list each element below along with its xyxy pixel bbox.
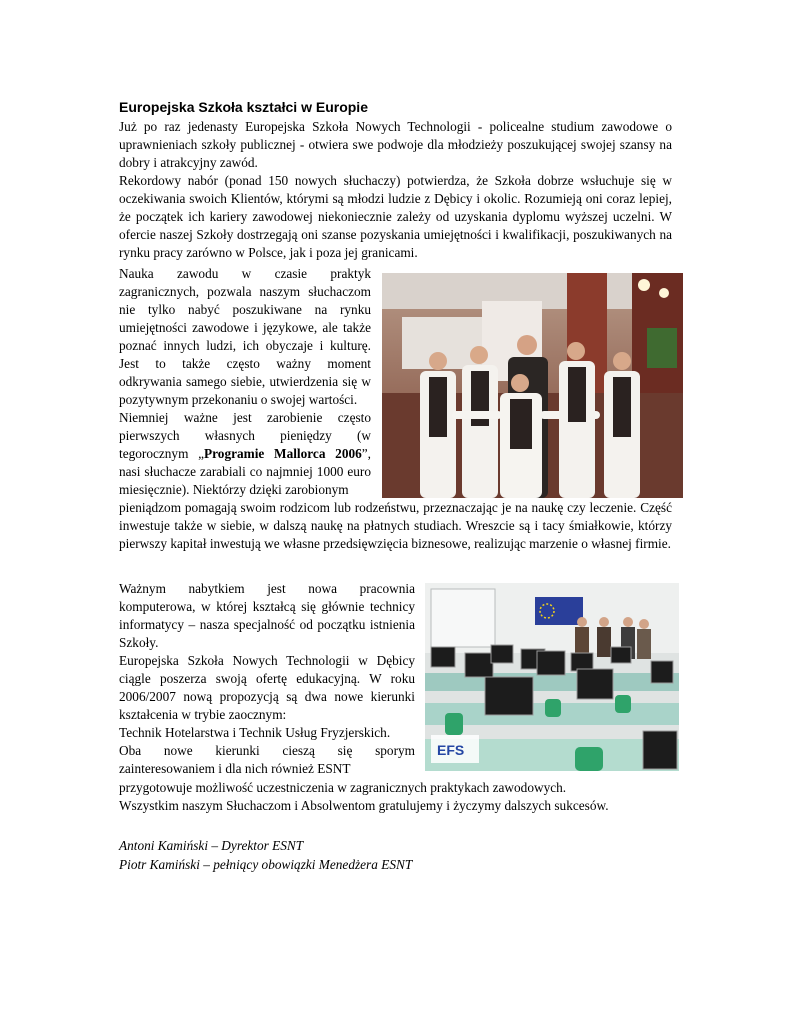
paragraph-offer: Europejska Szkoła Nowych Technologii w Dębicy ciągle poszerza swoją ofertę edukacyjną. W roku 2006/2007 nową propozycją są dwa nowe kierunki kształcenia w trybie zaocznym:	[119, 653, 415, 722]
closing-section	[119, 779, 672, 815]
eu-flag-banner	[535, 597, 583, 625]
paragraph-earnings-continued: pieniądzom pomagają swoim rodzicom lub rodzeństwu, przeznaczając je na naukę czy leczenie. Część inwestuje także w siebie, w dalszą naukę na płatnych studiach. Wreszcie są i tacy śmiałkowie, którzy pierwszy kapitał inwestują we własne przedsięwzięcia biznesowe, realizując marzenie o własnej firmie.	[119, 500, 672, 551]
paragraph-computer-lab: Ważnym nabytkiem jest nowa pracownia komputerowa, w której kształcą się głównie technicy informatycy – nasza specjalność od początku istnienia Szkoły.	[119, 581, 415, 650]
paragraph-interest-continued: przygotowuje możliwość uczestniczenia w zagranicznych praktykach zawodowych.	[119, 780, 567, 795]
paragraph-congratulations: Wszystkim naszym Słuchaczom i Absolwentom gratulujemy i życzymy dalszych sukcesów.	[119, 798, 609, 813]
program-name: Programie Mallorca 2006	[204, 446, 362, 461]
computer-lab-image	[425, 583, 679, 771]
paragraph-earnings	[119, 409, 371, 499]
earnings-continuation-section	[119, 499, 672, 553]
computer-lab-photo	[425, 583, 679, 771]
earnings-text-end: ”, nasi słuchacze zarabiali co najmniej 1000 euro miesięcznie). Niektórzy dzięki zarobionym	[119, 446, 371, 497]
practice-section	[119, 265, 371, 499]
students-uniform-image	[382, 273, 683, 498]
earnings-text-start: Niemniej ważne jest zarobienie często pierwszych własnych pieniędzy (w tegorocznym „	[119, 410, 371, 461]
signature-manager: Piotr Kamiński – pełniący obowiązki Menedżera ESNT	[119, 857, 413, 872]
signature-director: Antoni Kamiński – Dyrektor ESNT	[119, 838, 304, 853]
intro-section	[119, 118, 672, 262]
lab-section	[119, 580, 415, 778]
paragraph-recruitment: Rekordowy nabór (ponad 150 nowych słuchaczy) potwierdza, że Szkoła dobrze wsłuchuje się w oczekiwania swoich Klientów, którymi są młodzi ludzie z Dębicy i okolic. Rozumieją oni coraz lepiej, że początek ich kariery zawodowej niekoniecznie zależy od uzyskania dyplomu wyższej uczelni. W ofercie naszej Szkoły dostrzegają oni szanse pozyskania umiejętności i kwalifikacji, poszukiwanych na rynku pracy zarówno w Polsce, jak i poza jej granicami.	[119, 173, 672, 260]
paragraph-interest: Oba nowe kierunki cieszą się sporym zainteresowaniem i dla nich również ESNT	[119, 743, 415, 776]
students-uniform-photo	[382, 273, 683, 498]
paragraph-practice: Nauka zawodu w czasie praktyk zagranicznych, pozwala naszym słuchaczom nie tylko nabyć poszukiwane na rynku umiejętności zawodowe i językowe, ale także poznać innych ludzi, ich obyczaje i kulturę. Jest to także często ważny moment odkrywania samego siebie, utwierdzenia się w pozytywnym przekonaniu o swojej wartości.	[119, 266, 371, 407]
paragraph-intro: Już po raz jedenasty Europejska Szkoła Nowych Technologii - policealne studium zawodowe o uprawnieniach szkoły publicznej - otwiera swe podwoje dla młodzieży poszukującej swojej szansy na dobry i atrakcyjny zawód.	[119, 119, 672, 170]
article-title: Europejska Szkoła kształci w Europie	[119, 99, 368, 115]
efs-logo-text: EFS	[437, 742, 465, 758]
paragraph-new-programs: Technik Hotelarstwa i Technik Usług Fryzjerskich.	[119, 725, 391, 740]
